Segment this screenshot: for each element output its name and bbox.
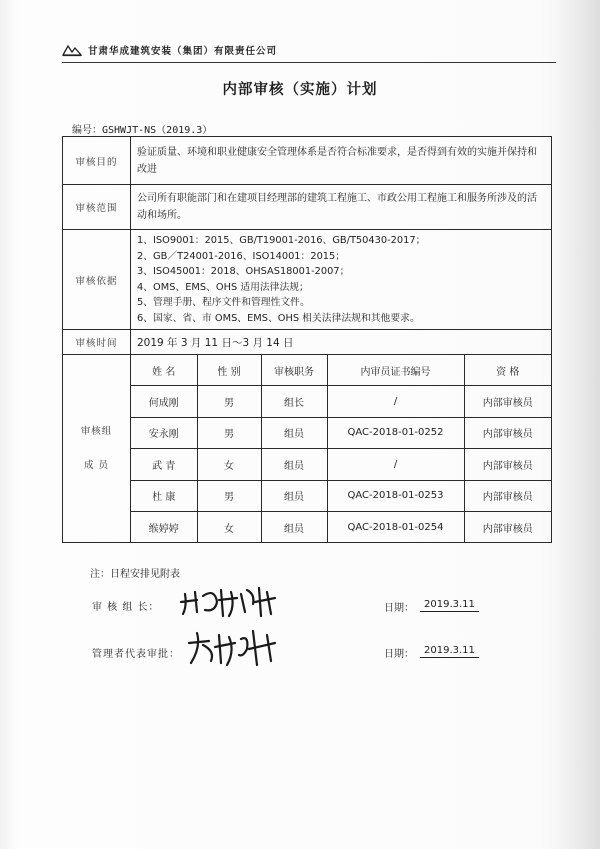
member-gender: 男 bbox=[197, 417, 261, 448]
table-row bbox=[131, 417, 551, 448]
member-qual: 内部审核员 bbox=[464, 480, 551, 511]
member-cert: QAC-2018-01-0253 bbox=[327, 480, 464, 511]
member-cert: / bbox=[327, 386, 464, 417]
schedule-note: 注：日程安排见附表 bbox=[90, 569, 180, 580]
basis-item: 6、国家、省、市 OMS、EMS、OHS 相关法律法规和其他要求。 bbox=[137, 312, 420, 324]
members-header-row bbox=[131, 355, 551, 386]
document-title: 内部审核（实施）计划 bbox=[222, 82, 378, 98]
members-row bbox=[63, 355, 552, 543]
member-name: 何成刚 bbox=[131, 386, 197, 417]
member-name: 安永刚 bbox=[131, 417, 197, 448]
member-role: 组长 bbox=[261, 386, 327, 417]
header-name: 姓 名 bbox=[131, 355, 197, 386]
time-row bbox=[63, 330, 552, 355]
approver-signature bbox=[185, 625, 285, 669]
member-gender: 女 bbox=[197, 511, 261, 542]
members-label-line1: 审核组 bbox=[80, 425, 113, 437]
scope-row bbox=[63, 185, 552, 230]
header-cert: 内审员证书编号 bbox=[327, 355, 464, 386]
header-role: 审核职务 bbox=[261, 355, 327, 386]
table-row bbox=[131, 511, 551, 542]
basis-item: 3、ISO45001：2018、OHSAS18001-2007； bbox=[137, 266, 350, 277]
member-role: 组员 bbox=[261, 417, 327, 448]
member-gender: 女 bbox=[197, 449, 261, 480]
basis-item: 1、ISO9001：2015、GB/T19001-2016、GB/T50430-2017； bbox=[137, 235, 426, 246]
table-row bbox=[131, 449, 551, 480]
scope-label: 审核范围 bbox=[63, 185, 131, 230]
basis-item: 2、GB／T24001-2016、ISO14001：2015； bbox=[137, 250, 346, 262]
page-shadow bbox=[552, 0, 600, 849]
members-table bbox=[131, 355, 551, 542]
basis-item: 4、OMS、EMS、OHS 适用法律法规； bbox=[137, 281, 309, 293]
member-gender: 男 bbox=[197, 480, 261, 511]
member-cert: QAC-2018-01-0254 bbox=[327, 511, 464, 542]
header-gender: 性 别 bbox=[197, 355, 261, 386]
company-logo-icon bbox=[62, 43, 82, 57]
basis-list bbox=[137, 233, 545, 326]
leader-signature bbox=[175, 582, 285, 620]
leader-date: 2019.3.11 bbox=[420, 599, 479, 612]
member-cert: / bbox=[327, 449, 464, 480]
table-row bbox=[131, 386, 551, 417]
member-role: 组员 bbox=[261, 511, 327, 542]
header-divider bbox=[62, 62, 556, 63]
basis-cell bbox=[131, 230, 552, 330]
purpose-text: 验证质量、环境和职业健康安全管理体系是否符合标准要求，是否得到有效的实施并保持和改进 bbox=[131, 137, 552, 185]
scope-text: 公司所有职能部门和在建项目经理部的建筑工程施工、市政公用工程施工和服务所涉及的活动和场所。 bbox=[131, 185, 552, 230]
company-name: 甘肃华成建筑安装（集团）有限责任公司 bbox=[88, 46, 278, 57]
approver-label: 管理者代表审批： bbox=[92, 649, 180, 660]
member-name: 杜 康 bbox=[131, 480, 197, 511]
document-number: 编号：GSHWJT-NS（2019.3） bbox=[72, 125, 213, 136]
members-label bbox=[63, 355, 131, 543]
letterhead bbox=[62, 40, 562, 60]
member-qual: 内部审核员 bbox=[464, 417, 551, 448]
purpose-row bbox=[63, 137, 552, 185]
members-cell bbox=[131, 355, 552, 543]
header-qual: 资 格 bbox=[464, 355, 551, 386]
member-gender: 男 bbox=[197, 386, 261, 417]
member-qual: 内部审核员 bbox=[464, 386, 551, 417]
audit-plan-table bbox=[62, 136, 552, 543]
approver-date-label: 日期： bbox=[384, 649, 414, 660]
approver-date: 2019.3.11 bbox=[420, 645, 479, 658]
table-row bbox=[131, 480, 551, 511]
member-qual: 内部审核员 bbox=[464, 449, 551, 480]
member-role: 组员 bbox=[261, 449, 327, 480]
member-role: 组员 bbox=[261, 480, 327, 511]
basis-label: 审核依据 bbox=[63, 230, 131, 330]
member-cert: QAC-2018-01-0252 bbox=[327, 417, 464, 448]
member-qual: 内部审核员 bbox=[464, 511, 551, 542]
basis-row bbox=[63, 230, 552, 330]
purpose-label: 审核目的 bbox=[63, 137, 131, 185]
time-label: 审核时间 bbox=[63, 330, 131, 355]
time-text: 2019 年 3 月 11 日～3 月 14 日 bbox=[131, 330, 552, 355]
leader-label: 审 核 组 长： bbox=[92, 602, 160, 613]
basis-item: 5、管理手册、程序文件和管理性文件。 bbox=[137, 297, 310, 308]
leader-date-label: 日期： bbox=[384, 603, 414, 614]
members-label-line2: 成 员 bbox=[83, 459, 110, 471]
member-name: 武 青 bbox=[131, 449, 197, 480]
member-name: 缑婷婷 bbox=[131, 511, 197, 542]
